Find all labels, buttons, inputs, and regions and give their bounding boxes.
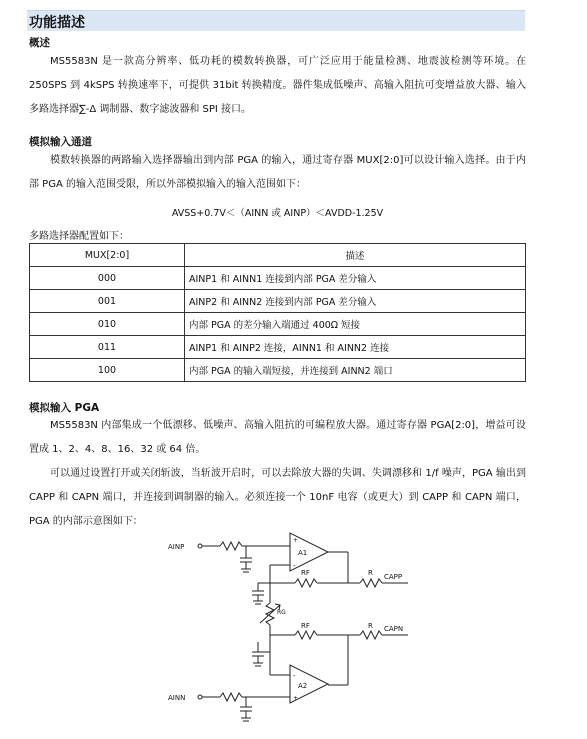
overview-heading: 概述 — [29, 37, 50, 49]
mux-config-label: 多路选择器配置如下： — [29, 231, 129, 242]
overview-paragraph: MS5583N 是一款高分辨率、低功耗的模数转换器，可广泛应用于能量检测、地震波检测等环境。在 250SPS 到 4kSPS 转换速率下，可提供 31bit 转换精度。器件集成低噪声、高输入阻抗可变增益放大器、输入多路选择器∑-Δ 调制器、数字滤波器和 SPI 接口。 — [29, 56, 526, 115]
label-capp: CAPP — [384, 573, 403, 581]
table-cell-desc: AINP1 和 AINN1 连接到内部 PGA 差分输入 — [185, 267, 526, 290]
pga-paragraph-1: MS5583N 内部集成一个低漂移、低噪声、高输入阻抗的可编程放大器。通过寄存器 PGA[2:0]，增益可设置成 1、2、4、8、16、32 或 64 倍。 — [29, 420, 526, 455]
pga-circuit-diagram — [160, 525, 420, 735]
input-range-formula: AVSS+0.7V＜（AINN 或 AINP）＜AVDD-1.25V — [171, 208, 384, 219]
label-a2: A2 — [298, 682, 308, 690]
table-row — [30, 336, 526, 359]
label-ainp: AINP — [168, 543, 185, 551]
table-row — [30, 290, 526, 313]
label-rg: RG — [277, 609, 286, 616]
table-cell-desc: 内部 PGA 的差分输入端通过 400Ω 短接 — [185, 313, 526, 336]
section-banner — [27, 10, 525, 31]
table-row — [30, 313, 526, 336]
label-ainn: AINN — [168, 694, 186, 702]
pga-paragraph-2: 可以通过设置打开或关闭斩波，当斩波开启时，可以去除放大器的失调、失调漂移和 1/f 噪声，PGA 输出到 CAPP 和 CAPN 端口，并连接到调制器的输入。必须连接一个 10nF 电容（或更大）到 CAPP 和 CAPN 端口，PGA 的内部示意图如下： — [29, 468, 526, 527]
table-header-desc: 描述 — [185, 244, 526, 267]
table-header-row — [30, 244, 526, 267]
label-a1: A1 — [298, 549, 308, 557]
label-rf-top: RF — [301, 569, 310, 577]
label-r-bottom: R — [368, 622, 373, 630]
table-header-mux: MUX[2:0] — [30, 244, 185, 267]
a1-minus-sign: - — [293, 562, 296, 570]
pga-heading: 模拟输入 PGA — [29, 402, 100, 414]
table-cell-mux: 100 — [30, 359, 185, 382]
table-cell-mux: 001 — [30, 290, 185, 313]
label-capn: CAPN — [384, 625, 404, 633]
table-cell-desc: AINP2 和 AINN2 连接到内部 PGA 差分输入 — [185, 290, 526, 313]
table-cell-mux: 011 — [30, 336, 185, 359]
section-title: 功能描述 — [29, 15, 85, 31]
label-r-top: R — [368, 569, 373, 577]
table-cell-mux: 010 — [30, 313, 185, 336]
table-cell-mux: 000 — [30, 267, 185, 290]
label-rf-bottom: RF — [301, 622, 310, 630]
table-cell-desc: 内部 PGA 的输入端短接，并连接到 AINN2 端口 — [185, 359, 526, 382]
analog-input-paragraph: 模数转换器的两路输入选择器输出到内部 PGA 的输入，通过寄存器 MUX[2:0]可以设计输入选择。由于内部 PGA 的输入范围受限，所以外部模拟输入的输入范围如下： — [29, 155, 526, 190]
a1-plus-sign: + — [293, 537, 299, 544]
table-row — [30, 267, 526, 290]
analog-input-heading: 模拟输入通道 — [29, 136, 92, 148]
table-row — [30, 359, 526, 382]
a2-plus-sign: + — [293, 695, 299, 702]
a2-minus-sign: - — [293, 672, 296, 680]
table-cell-desc: AINP1 和 AINP2 连接，AINN1 和 AINN2 连接 — [185, 336, 526, 359]
mux-config-table — [29, 243, 526, 382]
